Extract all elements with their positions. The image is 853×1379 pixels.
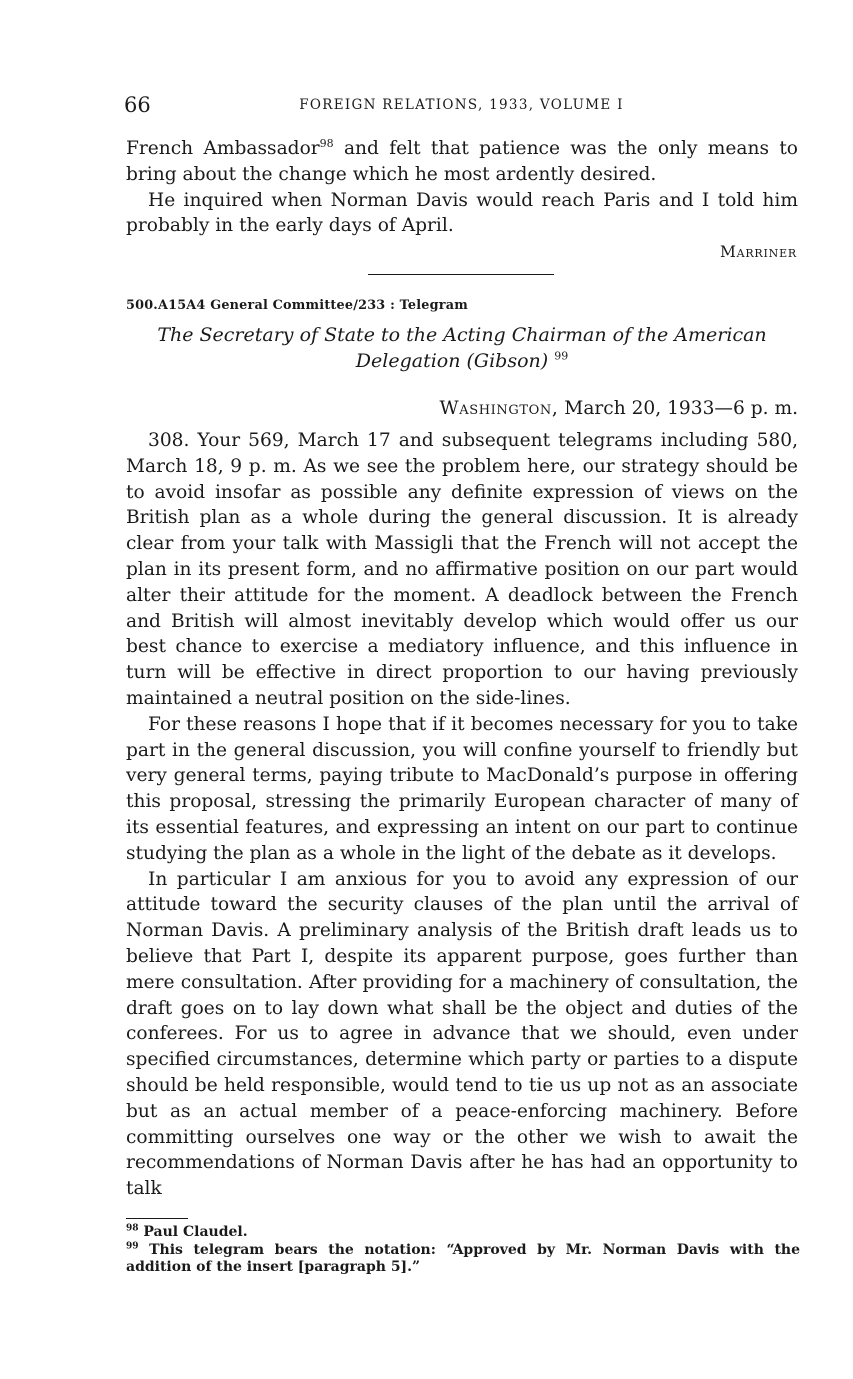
paragraph: In particular I am anxious for you to avoid any expression of our attitude toward the security clauses of the plan until the arrival of Norman Davis. A preliminary analysis of the British draft leads us to believe that Part I, despite its apparent purpose, goes further than mere consultation. After providing for a machinery of consultation, the draft goes on to lay down what shall be the object and duties of the conferees. For us to agree in advance that we should, even under specified circumstances, determine which party or parties to a dispute should be held responsible, would tend to tie us up not as an associate but as an actual member of a peace-enforcing machinery. Before committing ourselves one way or the other we wish to await the recommendations of Norman Davis after he has had an opportunity to talk — [126, 868, 798, 1200]
footnote: $^{98}$ Paul Claudel. — [126, 1223, 248, 1240]
footnotes — [126, 1224, 800, 1277]
paragraph: For these reasons I hope that if it becomes necessary for you to take part in the general discussion, you will confine yourself to friendly but very general terms, paying tribute to MacDonald’s purpose in offering this proposal, stressing the primarily European character of many of its essential features, and expressing an intent on our part to continue studying the plan as a whole in the light of the debate as it develops. — [126, 713, 798, 864]
dateline-place: Washington, — [439, 398, 559, 419]
continued-text — [126, 136, 798, 239]
paragraph: 308. Your 569, March 17 and subsequent telegrams including 580, March 18, 9 p. m. As we see the problem here, our strategy should be to avoid insofar as possible any definite expression of views on the British plan as a whole during the general discussion. It is already clear from your talk with Massigli that the French will not accept the plan in its present form, and no affirmative position on our part would alter their attitude for the moment. A deadlock between the French and British will almost inevitably develop which would offer us our best chance to exercise a mediatory influence, and this influence in turn will be effective in direct proportion to our having previously maintained a neutral position on the side-lines. — [126, 430, 798, 709]
dateline — [440, 398, 798, 419]
dateline-date: March 20, 1933—6 p. m. — [558, 398, 798, 419]
section-divider — [368, 274, 554, 275]
page-number: 66 — [124, 93, 151, 117]
signature: Marriner — [719, 243, 797, 261]
footnote-ref-99: 99 — [554, 349, 569, 363]
document-title: The Secretary of State to the Acting Chairman of the American Delegation (Gibson) $^{99}$ — [157, 324, 767, 372]
running-head: FOREIGN RELATIONS, 1933, VOLUME I — [299, 97, 624, 113]
footnote-divider — [126, 1218, 188, 1219]
footnote: $^{99}$ This telegram bears the notation: “Approved by Mr. Norman Davis with the addition of the insert [paragraph 5].” — [126, 1240, 800, 1275]
footnote-mark: 98 — [126, 1223, 139, 1234]
continued-paragraph: French Ambassador$^{98}$ and felt that patience was the only means to bring about the change which he most ardently desired. — [126, 136, 798, 185]
paragraph: He inquired when Norman Davis would reach Paris and I told him probably in the early days of April. — [126, 189, 798, 237]
footnote-ref-98: 98 — [319, 136, 334, 150]
telegram-body — [126, 428, 798, 1202]
page-header — [124, 92, 799, 118]
file-number: 500.A15A4 General Committee/233 : Telegram — [126, 298, 468, 313]
footnote-mark: 99 — [126, 1240, 139, 1251]
